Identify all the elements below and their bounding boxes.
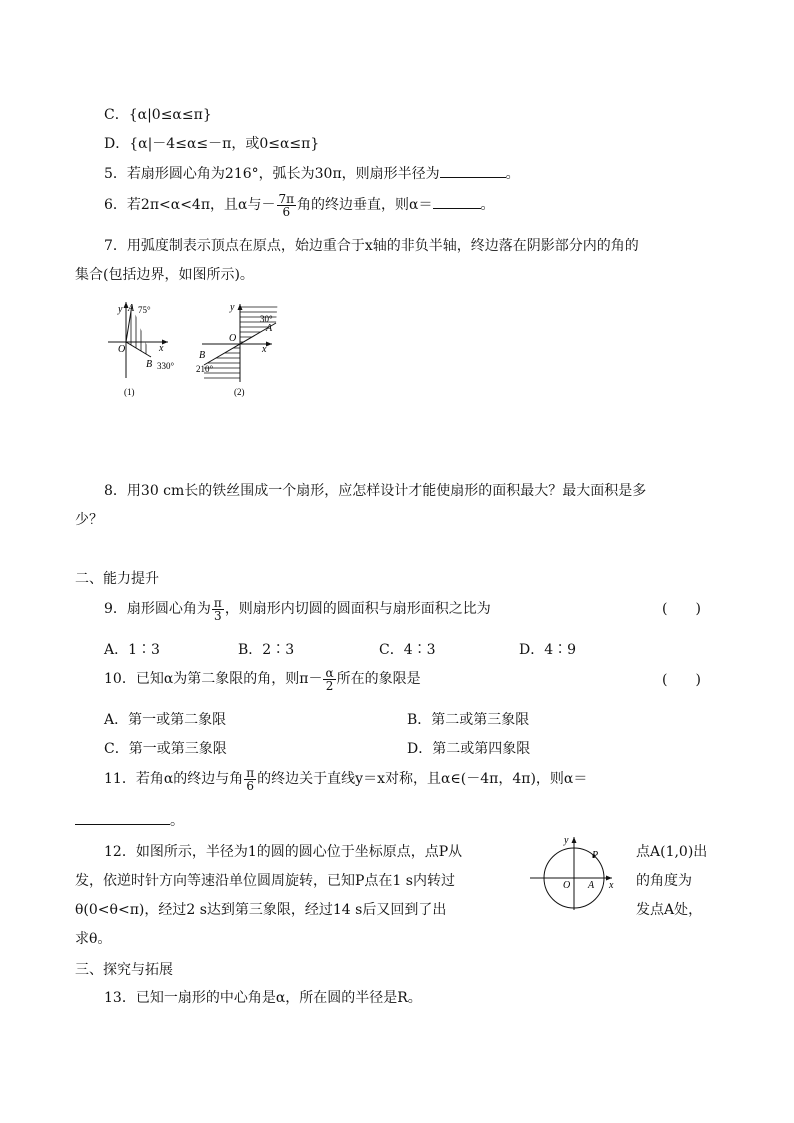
- x-axis-label: x: [262, 344, 267, 355]
- fraction: [323, 667, 335, 692]
- fraction-denominator: 2: [325, 678, 334, 693]
- origin-label: O: [118, 344, 126, 355]
- fraction-numerator: π: [213, 595, 222, 610]
- x-axis-label: x: [159, 343, 164, 354]
- fraction: [212, 597, 224, 622]
- question-12-left-1: 12．如图所示，半径为1的圆的圆心位于坐标原点，点P从: [104, 844, 463, 860]
- question-11-pre: 11．若角α的终边与角: [104, 771, 244, 787]
- fraction: [244, 767, 256, 792]
- origin-label: O: [229, 333, 237, 344]
- answer-paren: ( ): [662, 672, 701, 688]
- question-8-line2: 少？: [75, 512, 103, 528]
- figure-1-caption: (1): [124, 387, 135, 397]
- question-12-line-4: 求θ。: [75, 931, 112, 947]
- question-11-end: 。: [170, 813, 184, 829]
- y-axis-label: y: [118, 304, 123, 315]
- section-heading: 二、能力提升: [75, 571, 159, 587]
- y-axis-label: y: [564, 835, 569, 846]
- fraction-denominator: 3: [214, 608, 222, 623]
- question-12-right-1: 点A(1,0)出: [636, 844, 708, 860]
- question-5-text: 5．若扇形圆心角为216°，弧长为30π，则扇形半径为: [104, 166, 440, 182]
- point-a-label: A: [588, 880, 595, 891]
- point-b-label: B: [146, 359, 153, 370]
- question-11: [104, 762, 587, 796]
- option-d: D．4∶9: [519, 642, 577, 658]
- fraction-numerator: π: [246, 765, 255, 780]
- question-9-pre: 9．扇形圆心角为: [104, 601, 211, 617]
- question-6-pre: 6．若2π<α<4π，且α与－: [104, 197, 276, 213]
- fraction-denominator: 6: [282, 204, 291, 219]
- fraction: [277, 193, 297, 218]
- point-p-label: P: [592, 850, 599, 861]
- question-10: [104, 662, 421, 696]
- option-b: B．第二或第三象限: [407, 712, 530, 728]
- question-8-line1: 8．用30 cm长的铁丝围成一个扇形，应怎样设计才能使扇形的面积最大？最大面积是多: [104, 483, 647, 499]
- answer-blank: [433, 194, 481, 209]
- figure-1-diagram: [104, 298, 192, 400]
- unit-circle-diagram: [526, 832, 622, 912]
- point-a-label: A: [266, 323, 273, 334]
- question-9-post: ，则扇形内切圆的圆面积与扇形面积之比为: [224, 601, 491, 617]
- question-13: 13．已知一扇形的中心角是α，所在圆的半径是R。: [104, 990, 422, 1006]
- angle-a-label: 75°: [138, 305, 151, 315]
- question-12-left-2: 发，依逆时针方向等速沿单位圆周旋转，已知P点在1 s内转过: [75, 873, 455, 889]
- question-10-post: 所在的象限是: [336, 671, 421, 687]
- answer-blank: [440, 163, 506, 178]
- answer-blank: [75, 810, 170, 825]
- option-a: A．1∶3: [104, 642, 160, 658]
- option-b: B．2∶3: [238, 642, 295, 658]
- question-9: [104, 592, 491, 626]
- question-6: [104, 188, 495, 222]
- option-c: C．第一或第三象限: [104, 741, 227, 757]
- option-c: C．4∶3: [379, 642, 436, 658]
- question-7-line1: 7．用弧度制表示顶点在原点，始边重合于x轴的非负半轴，终边落在阴影部分内的角的: [104, 238, 639, 254]
- option-c: C．{α|0≤α≤π}: [104, 107, 212, 123]
- answer-paren: ( ): [662, 601, 701, 617]
- point-a-label: A: [128, 303, 135, 314]
- question-7-line2: 集合(包括边界，如图所示)。: [75, 267, 254, 283]
- figure-2-diagram: [194, 298, 284, 400]
- question-11-answer-line: [75, 810, 184, 831]
- question-5: [104, 163, 520, 184]
- angle-a-label: 30°: [260, 314, 273, 324]
- angle-b-label: 210°: [196, 364, 214, 374]
- origin-label: O: [563, 880, 571, 891]
- question-6-end: 。: [480, 197, 495, 213]
- x-axis-label: x: [609, 880, 614, 891]
- question-11-post: 的终边关于直线y＝x对称，且α∈(－4π，4π)，则α＝: [257, 771, 588, 787]
- angle-b-label: 330°: [157, 361, 175, 371]
- question-12-left-3: θ(0<θ<π)，经过2 s达到第三象限，经过14 s后又回到了出: [75, 902, 447, 918]
- question-5-end: 。: [505, 166, 520, 182]
- figure-2-caption: (2): [234, 387, 245, 397]
- option-a: A．第一或第二象限: [104, 712, 227, 728]
- fraction-numerator: 7π: [278, 191, 295, 206]
- question-12-right-2: 的角度为: [636, 873, 692, 889]
- option-d: D．{α|－4≤α≤－π，或0≤α≤π}: [104, 136, 320, 152]
- y-axis-label: y: [230, 302, 235, 313]
- question-6-post: 角的终边垂直，则α＝: [297, 197, 433, 213]
- fraction-numerator: α: [325, 665, 334, 680]
- point-b-label: B: [199, 350, 206, 361]
- section-heading: 三、探究与拓展: [75, 962, 173, 978]
- fraction-denominator: 6: [246, 778, 255, 793]
- option-d: D．第二或第四象限: [407, 741, 531, 757]
- question-12-right-3: 发点A处，: [636, 902, 703, 918]
- question-10-pre: 10．已知α为第二象限的角，则π－: [104, 671, 323, 687]
